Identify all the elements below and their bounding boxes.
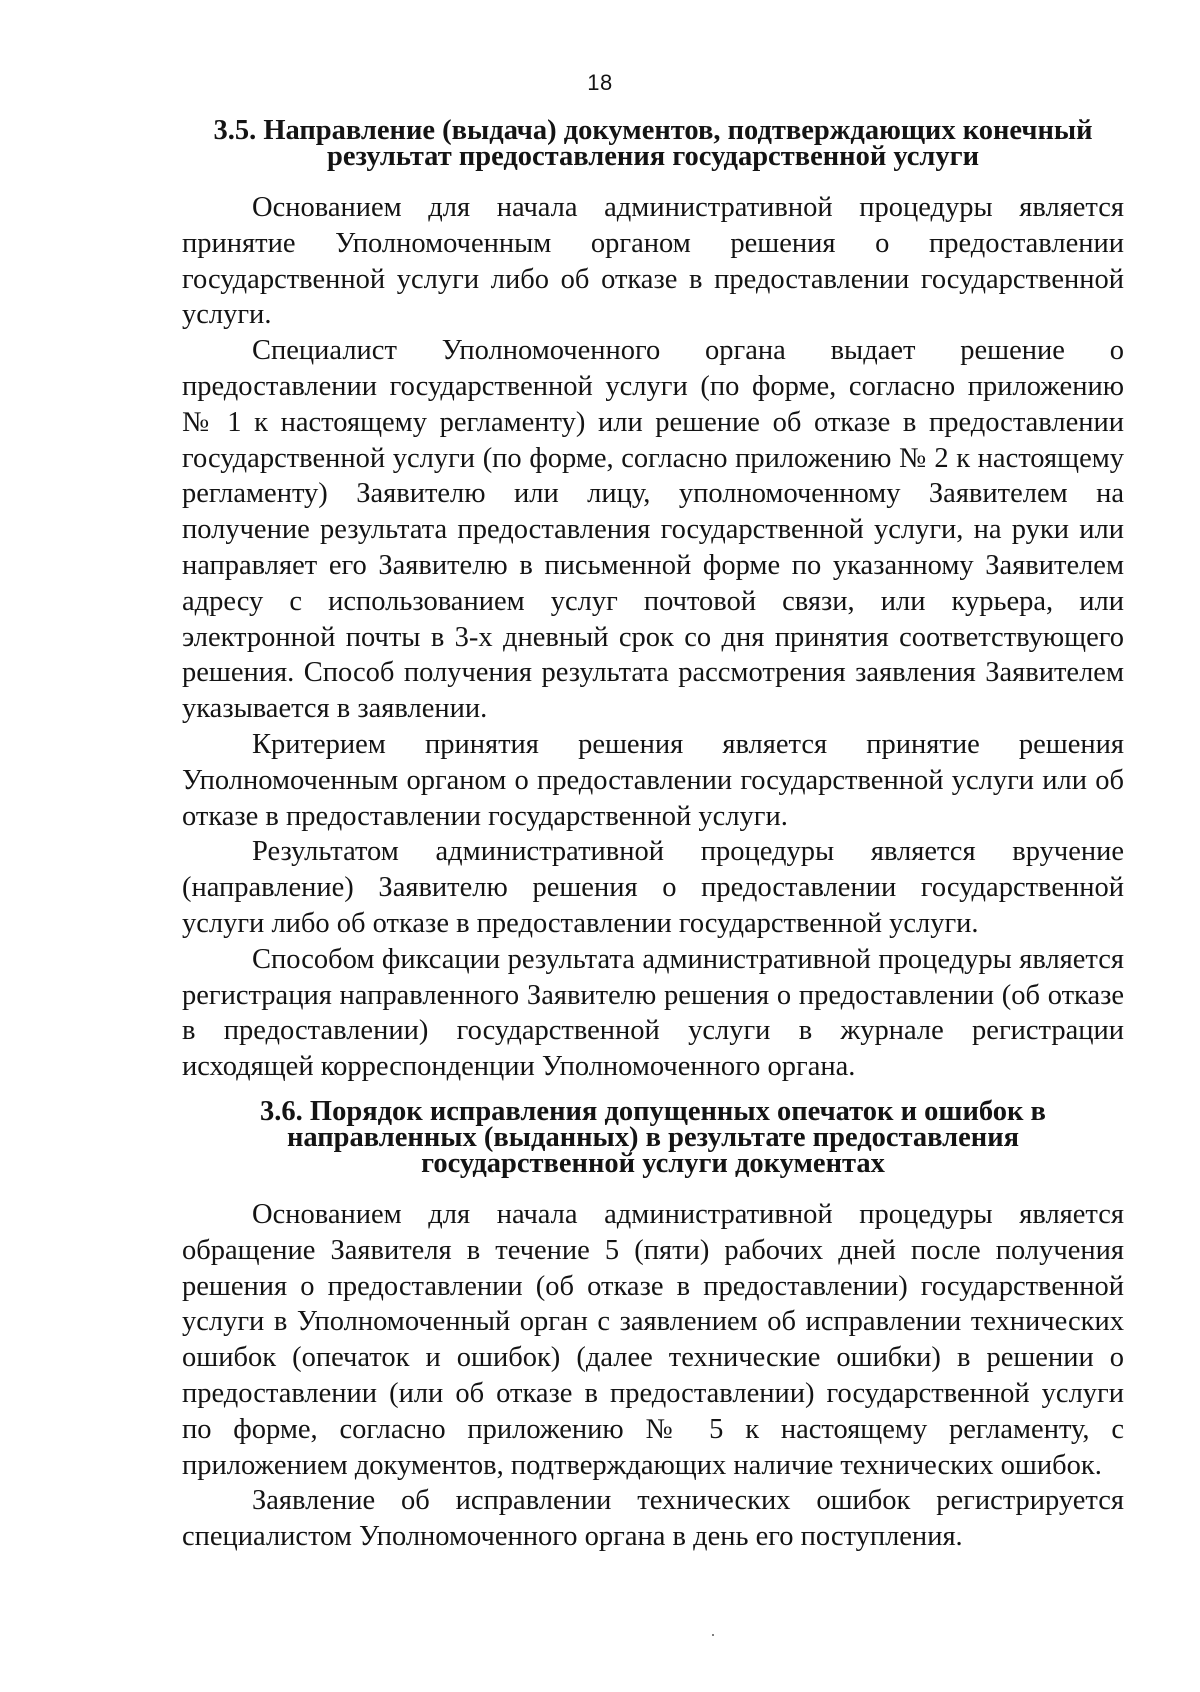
section-3-5-heading: 3.5. Направление (выдача) документов, подтверждающих конечный результат предоставления государственной услуги (213, 115, 1093, 172)
section-3-5-paragraph-4: Результатом административной процедуры является вручение (направление) Заявителю решения о предоставлении государственной услуги либо об отказе в предоставлении государственной услуги. (182, 836, 1124, 939)
section-3-6-paragraph-2: Заявление об исправлении технических ошибок регистрируется специалистом Уполномоченного органа в день его поступления. (182, 1485, 1124, 1553)
section-3-5-paragraph-1: Основанием для начала административной процедуры является принятие Уполномоченным органом решения о предоставлении государственной услуги либо об отказе в предоставлении государственной услуги. (182, 192, 1124, 331)
section-3-5-paragraph-2: Специалист Уполномоченного органа выдает решение о предоставлении государственной услуги (по форме, согласно приложению № 1 к настоящему регламенту) или решение об отказе в предоставлении государственной услуги (по форме, согласно приложению № 2 к настоящему регламенту) Заявителю или лицу, уполномоченному Заявителем на получение результата предоставления государственной услуги, на руки или направляет его Заявителю в письменной форме по указанному Заявителем адресу с использованием услуг почтовой связи, или курьера, или электронной почты в 3-х дневный срок со дня принятия соответствующего решения. Способ получения результата рассмотрения заявления Заявителем указывается в заявлении. (182, 335, 1124, 725)
scan-speck (712, 1634, 714, 1636)
page-number: 18 (587, 70, 613, 95)
section-3-5-paragraph-5: Способом фиксации результата административной процедуры является регистрация направленного Заявителю решения о предоставлении (об отказе в предоставлении) государственной услуги в журнале регистрации исходящей корреспонденции Уполномоченного органа. (182, 943, 1124, 1083)
page-content (182, 115, 1124, 1555)
section-3-6 (182, 1095, 1124, 1555)
section-3-6-paragraph-1: Основанием для начала административной процедуры является обращение Заявителя в течение 5 (пяти) рабочих дней после получения решения о предоставлении (об отказе в предоставлении) государственной услуги в Уполномоченный орган с заявлением об исправлении технических ошибок (опечаток и ошибок) (далее технические ошибки) в решении о предоставлении (или об отказе в предоставлении) государственной услуги по форме, согласно приложению № 5 к настоящему регламенту, с приложением документов, подтверждающих наличие технических ошибок. (182, 1198, 1124, 1481)
section-3-6-heading: 3.6. Порядок исправления допущенных опечаток и ошибок в направленных (выданных) в результате предоставления государственной услуги документах (260, 1095, 1046, 1179)
section-3-5 (182, 115, 1124, 1085)
section-3-5-paragraph-3: Критерием принятия решения является принятие решения Уполномоченным органом о предоставлении государственной услуги или об отказе в предоставлении государственной услуги. (182, 728, 1124, 832)
